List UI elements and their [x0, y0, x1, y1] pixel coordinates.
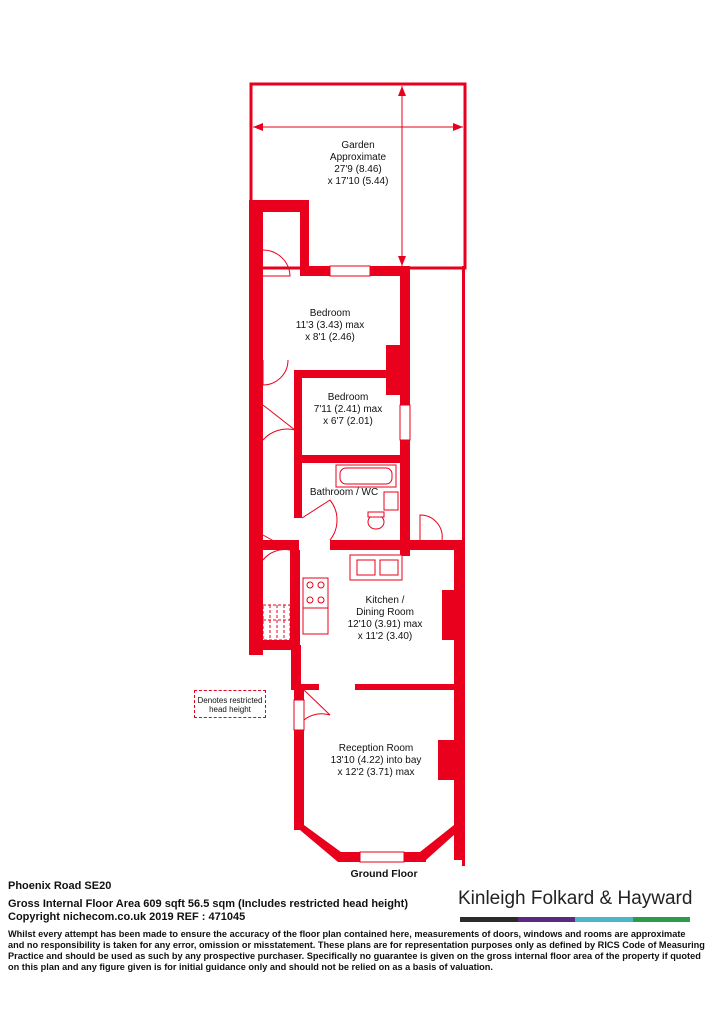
garden-name: Garden — [341, 140, 375, 151]
floor-name: Ground Floor — [350, 868, 418, 880]
stairs — [263, 605, 290, 640]
basin — [384, 492, 398, 510]
bedroom1-dim1: 11'3 (3.43) max — [295, 320, 365, 331]
brand-bar-2 — [518, 917, 576, 922]
brand-bar-3 — [575, 917, 633, 922]
kitchen-label — [330, 595, 440, 643]
disclaimer — [8, 929, 708, 973]
kitchen-name: Kitchen / — [365, 595, 405, 606]
bedroom2-label — [300, 392, 396, 428]
disclaimer-line3: Practice and should be used as such by any prospective purchaser. Specifically no guarantee is given on the gross internal floor area of the property if quoted — [8, 951, 701, 961]
bedroom1-dim2: x 8'1 (2.46) — [305, 332, 355, 343]
address: Phoenix Road SE20 — [8, 880, 112, 892]
reception-dim1: 13'10 (4.22) into bay — [330, 755, 422, 766]
kitchen-name2: Dining Room — [356, 607, 414, 618]
brand-bar-4 — [633, 917, 691, 922]
garden-dim1: 27'9 (8.46) — [334, 164, 382, 175]
bedroom2-dim2: x 6'7 (2.01) — [323, 416, 373, 427]
garden-label — [300, 140, 416, 188]
reception-dim2: x 12'2 (3.71) max — [337, 767, 415, 778]
reception-label — [316, 743, 436, 779]
brand-bar-1 — [460, 917, 518, 922]
floor-area: Gross Internal Floor Area 609 sqft 56.5 sqm (Includes restricted head height) — [8, 898, 408, 910]
bedroom1-label — [270, 308, 390, 344]
brand-color-bar — [460, 917, 690, 922]
legend-line2: head height — [209, 705, 251, 714]
garden-dim2: x 17'10 (5.44) — [327, 176, 389, 187]
garden-approx: Approximate — [329, 152, 387, 163]
hob — [303, 578, 328, 608]
bedroom2-dim1: 7'11 (2.41) max — [313, 404, 383, 415]
copyright: Copyright nichecom.co.uk 2019 REF : 471045 — [8, 911, 246, 923]
brand-name: Kinleigh Folkard & Hayward — [458, 888, 693, 909]
reception-name: Reception Room — [338, 743, 414, 754]
bathroom-name: Bathroom / WC — [309, 487, 379, 498]
bedroom1-name: Bedroom — [309, 308, 351, 319]
disclaimer-line4: on this plan and any figure given is for initial guidance only and should not be relied on as a basis of valuation. — [8, 962, 493, 972]
legend-line1: Denotes restricted — [197, 696, 263, 705]
kitchen-dim2: x 11'2 (3.40) — [357, 631, 413, 642]
restricted-height-legend — [194, 690, 266, 718]
bathroom-label — [304, 487, 384, 499]
kitchen-dim1: 12'10 (3.91) max — [347, 619, 423, 630]
disclaimer-line2: and no responsibility is taken for any error, omission or misstatement. These plans are for representation purposes only as defined by RICS Code of Measuring — [8, 940, 705, 950]
disclaimer-line1: Whilst every attempt has been made to ensure the accuracy of the floor plan contained here, measurements of doors, windows and rooms are approximate — [8, 929, 686, 939]
bedroom2-name: Bedroom — [327, 392, 369, 403]
